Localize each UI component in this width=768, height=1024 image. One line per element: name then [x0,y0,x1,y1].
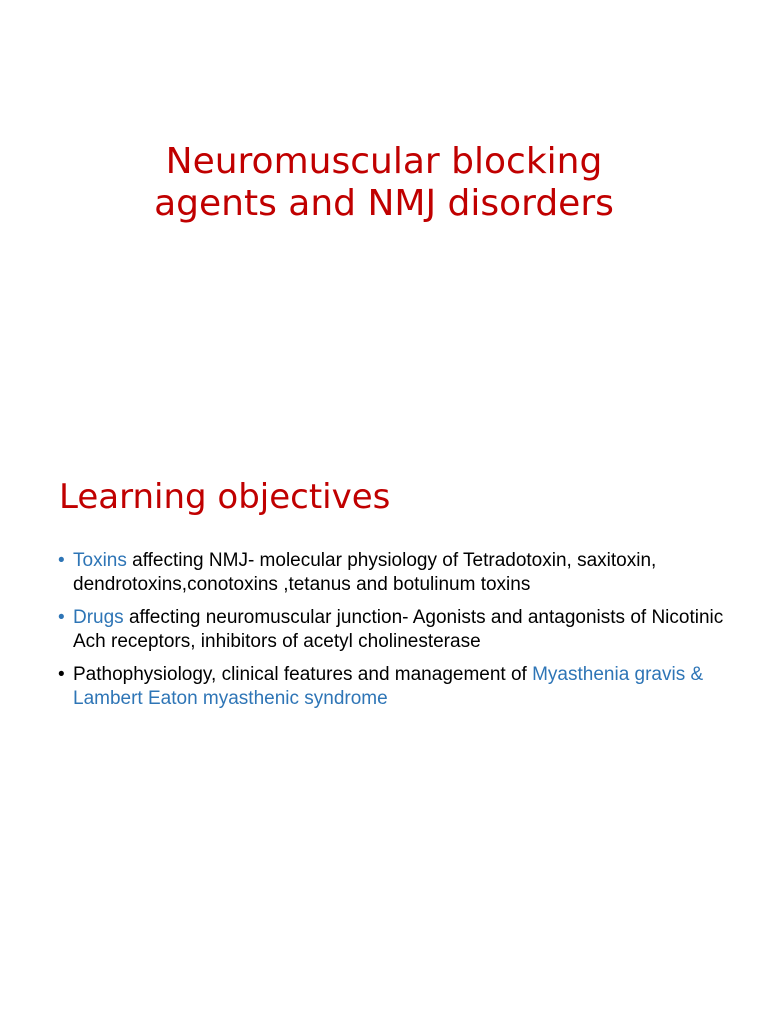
objective-highlight: Toxins [73,550,127,571]
slide-title-line-2: agents and NMJ disorders [154,183,614,224]
learning-objectives-heading: Learning objectives [59,477,391,517]
slide-title-line-1: Neuromuscular blocking [165,141,603,182]
objective-item-drugs [58,606,728,654]
objective-highlight: Drugs [73,607,124,628]
objective-text: Pathophysiology, clinical features and management of [73,664,533,685]
objective-highlight: Myasthenia gravis & Lambert Eaton myasthenic syndrome [73,664,704,709]
objectives-list [58,549,728,720]
objective-text: affecting neuromuscular junction- Agonists and antagonists of Nicotinic Ach receptors, inhibitors of acetyl cholinesterase [73,607,724,652]
objective-text: affecting NMJ- molecular physiology of Tetradotoxin, saxitoxin, dendrotoxins,conotoxins ,tetanus and botulinum toxins [73,550,657,595]
bullet-icon: • [58,607,65,628]
bullet-icon: • [58,664,65,685]
slide-title [0,141,768,225]
objective-item-pathophysiology [58,663,728,711]
bullet-icon: • [58,550,65,571]
objective-item-toxins [58,549,728,597]
